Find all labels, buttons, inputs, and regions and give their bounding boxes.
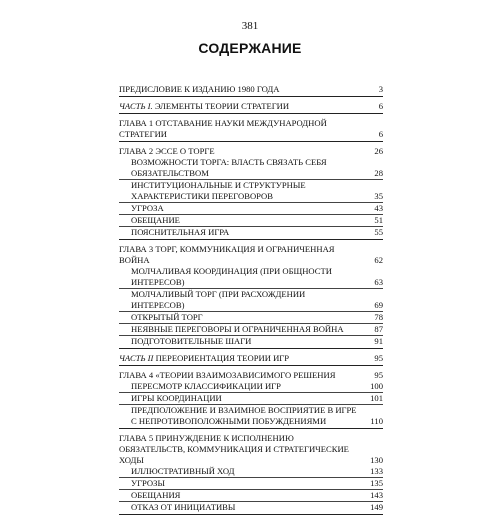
toc-entry-title: ИГРЫ КООРДИНАЦИИ	[131, 393, 222, 403]
toc-page-number: 55	[374, 227, 383, 237]
toc-subentry[interactable]	[119, 381, 383, 393]
toc-entry-title: ПЕРЕСМОТР КЛАССИФИКАЦИИ ИГР	[131, 381, 281, 391]
toc-entry-title: МОЛЧАЛИВЫЙ ТОРГ (ПРИ РАСХОЖДЕНИИ ИНТЕРЕСОВ)	[131, 289, 306, 310]
toc-subentry[interactable]	[119, 393, 383, 405]
toc-page-number: 143	[370, 490, 383, 500]
toc-entry[interactable]	[119, 146, 383, 157]
toc-page-number: 28	[374, 168, 383, 178]
toc-subentry[interactable]	[119, 227, 383, 238]
toc-entry-title: МОЛЧАЛИВАЯ КООРДИНАЦИЯ (ПРИ ОБЩНОСТИ ИНТЕРЕСОВ)	[131, 266, 332, 287]
toc-page-number: 95	[374, 353, 383, 363]
toc-page-number: 78	[374, 312, 383, 322]
toc-subentry[interactable]	[119, 215, 383, 227]
toc-entry-title: ПРЕДПОЛОЖЕНИЕ И ВЗАИМНОЕ ВОСПРИЯТИЕ В ИГРЕ С НЕПРОТИВОПОЛОЖНЫМИ ПОБУЖДЕНИЯМИ	[131, 405, 357, 426]
page-number: 381	[241, 20, 259, 32]
toc-entry[interactable]	[119, 433, 383, 466]
toc-page-number: 130	[370, 455, 383, 465]
toc-entry-title: ИНСТИТУЦИОНАЛЬНЫЕ И СТРУКТУРНЫЕ ХАРАКТЕРИСТИКИ ПЕРЕГОВОРОВ	[131, 180, 306, 201]
toc-entry-title: ОТКАЗ ОТ ИНИЦИАТИВЫ	[131, 502, 236, 512]
toc-page-number: 6	[378, 129, 383, 139]
toc-entry-title: УГРОЗЫ	[131, 478, 165, 488]
toc-subentry[interactable]	[119, 466, 383, 478]
toc-subentry[interactable]	[119, 289, 383, 312]
toc-page-number: 3	[378, 84, 383, 94]
toc-subentry[interactable]	[119, 266, 383, 289]
toc-subentry[interactable]	[119, 203, 383, 215]
toc-section	[119, 101, 383, 114]
toc-page-number: 87	[374, 324, 383, 334]
toc-section	[119, 84, 383, 97]
toc-section	[119, 370, 383, 429]
toc-subentry[interactable]	[119, 405, 383, 427]
toc-entry-title: ВОЗМОЖНОСТИ ТОРГА: ВЛАСТЬ СВЯЗАТЬ СЕБЯ ОБЯЗАТЕЛЬСТВОМ	[131, 157, 327, 178]
toc-subentry[interactable]	[119, 490, 383, 502]
toc-part-label: ЧАСТЬ II	[119, 353, 154, 363]
toc-page-number: 110	[370, 416, 383, 426]
toc-page-number: 101	[370, 393, 383, 403]
toc-entry-title: ОТКРЫТЫЙ ТОРГ	[131, 312, 203, 322]
toc-page-number: 26	[374, 146, 383, 156]
toc-entry-title: ГЛАВА 2 ЭССЕ О ТОРГЕ	[119, 146, 215, 156]
toc-subentry[interactable]	[119, 478, 383, 490]
toc-page-number: 35	[374, 191, 383, 201]
toc-entry-title: ОБЕЩАНИЕ	[131, 215, 180, 225]
toc-page-number: 43	[374, 203, 383, 213]
toc-entry-title: ПРЕДИСЛОВИЕ К ИЗДАНИЮ 1980 ГОДА	[119, 84, 280, 94]
toc-entry[interactable]	[119, 370, 383, 381]
toc-section	[119, 433, 383, 515]
toc-entry[interactable]	[119, 118, 383, 140]
toc-entry[interactable]	[119, 101, 383, 112]
toc-section	[119, 118, 383, 142]
toc-subentry[interactable]	[119, 180, 383, 203]
toc-entry-title: ПЕРЕОРИЕНТАЦИЯ ТЕОРИИ ИГР	[155, 353, 290, 363]
toc-entry[interactable]	[119, 244, 383, 266]
toc-entry-title: ПОЯСНИТЕЛЬНАЯ ИГРА	[131, 227, 230, 237]
toc-subentry[interactable]	[119, 157, 383, 180]
toc-entry-title: УГРОЗА	[131, 203, 164, 213]
toc-page-number: 63	[374, 277, 383, 287]
toc-section	[119, 353, 383, 366]
toc-entry-title: ГЛАВА 4 «ТЕОРИИ ВЗАИМОЗАВИСИМОГО РЕШЕНИЯ	[119, 370, 336, 380]
toc-section	[119, 146, 383, 240]
toc-page-number: 6	[378, 101, 383, 111]
toc-entry[interactable]	[119, 353, 383, 364]
toc-page-number: 133	[370, 466, 383, 476]
toc-subentry[interactable]	[119, 336, 383, 347]
toc-page-number: 62	[374, 255, 383, 265]
toc-part-label: ЧАСТЬ I.	[119, 101, 153, 111]
toc-entry-title: ПОДГОТОВИТЕЛЬНЫЕ ШАГИ	[131, 336, 252, 346]
toc-entry-title: ГЛАВА 3 ТОРГ, КОММУНИКАЦИЯ И ОГРАНИЧЕННАЯ ВОЙНА	[119, 244, 335, 265]
page-title: СОДЕРЖАНИЕ	[198, 40, 302, 56]
toc-entry-title: ОБЕЩАНИЯ	[131, 490, 181, 500]
toc-entry-title: ГЛАВА 5 ПРИНУЖДЕНИЕ К ИСПОЛНЕНИЮ ОБЯЗАТЕЛЬСТВ, КОММУНИКАЦИЯ И СТРАТЕГИЧЕСКИЕ ХОДЫ	[119, 433, 349, 465]
toc-page-number: 69	[374, 300, 383, 310]
toc-page-number: 51	[374, 215, 383, 225]
toc-page-number: 100	[370, 381, 383, 391]
toc-subentry[interactable]	[119, 324, 383, 336]
toc-entry-title: ИЛЛЮСТРАТИВНЫЙ ХОД	[131, 466, 235, 476]
toc-page-number: 135	[370, 478, 383, 488]
toc-subentry[interactable]	[119, 312, 383, 324]
toc-entry-title: НЕЯВНЫЕ ПЕРЕГОВОРЫ И ОГРАНИЧЕННАЯ ВОЙНА	[131, 324, 344, 334]
toc-page-number: 149	[370, 502, 383, 512]
toc-section	[119, 244, 383, 349]
toc-page-number: 95	[374, 370, 383, 380]
toc-entry-title: ГЛАВА 1 ОТСТАВАНИЕ НАУКИ МЕЖДУНАРОДНОЙ СТРАТЕГИИ	[119, 118, 327, 139]
table-of-contents	[119, 84, 383, 519]
toc-page-number: 91	[374, 336, 383, 346]
toc-entry-title: ЭЛЕМЕНТЫ ТЕОРИИ СТРАТЕГИИ	[154, 101, 290, 111]
toc-entry[interactable]	[119, 84, 383, 95]
toc-subentry[interactable]	[119, 502, 383, 513]
